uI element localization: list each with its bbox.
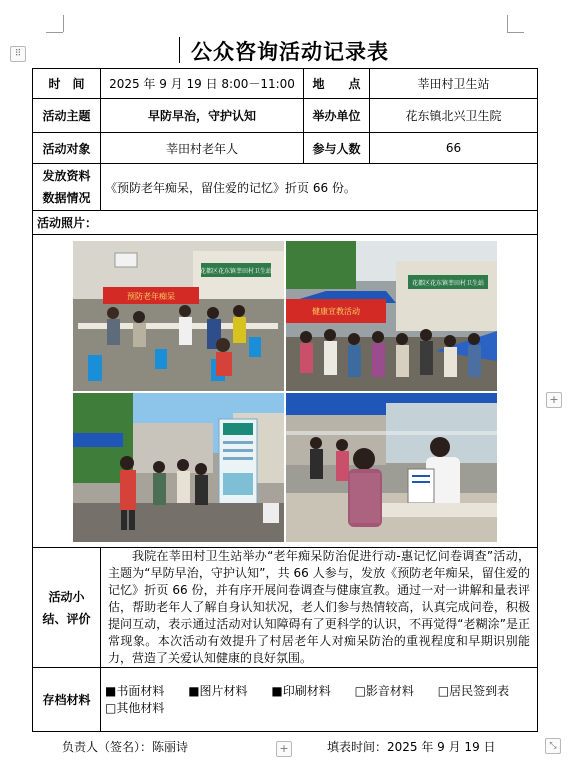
activity-photo-4[interactable] xyxy=(286,393,497,542)
checkbox-checked-icon[interactable]: ■ xyxy=(271,683,283,698)
checkbox-checked-icon[interactable]: ■ xyxy=(188,683,200,698)
archive-option-print[interactable] xyxy=(271,684,330,698)
count-value[interactable]: 66 xyxy=(370,133,538,164)
crop-mark-top-right xyxy=(507,15,508,32)
crop-mark-top-right xyxy=(507,32,524,33)
photo1-banner: 预防老年痴呆 xyxy=(127,291,175,301)
activity-photo-3[interactable] xyxy=(73,393,284,542)
materials-label-line1: 发放资料 xyxy=(42,169,91,183)
theme-value[interactable]: 早防早治，守护认知 xyxy=(101,99,304,133)
archive-options xyxy=(105,681,533,719)
place-value[interactable]: 莘田村卫生站 xyxy=(370,69,538,99)
page-title: 公众咨询活动记录表 xyxy=(191,40,389,64)
archive-option-label: 其他材料 xyxy=(116,700,165,715)
time-value[interactable]: 2025 年 9 月 19 日 8:00－11:00 xyxy=(101,69,304,99)
place-label: 地 点 xyxy=(304,69,370,99)
archive-option-label: 书面材料 xyxy=(116,683,165,698)
archive-option-signin[interactable] xyxy=(438,684,509,698)
materials-label-line2: 数据情况 xyxy=(42,191,91,205)
checkbox-unchecked-icon[interactable]: □ xyxy=(105,700,117,715)
archive-option-av[interactable] xyxy=(355,684,414,698)
photo2-station-sign: 花都区花东镇莘田村卫生站 xyxy=(411,279,485,287)
summary-cell[interactable] xyxy=(101,548,538,668)
responsible-signature[interactable]: 负责人（签名）：陈丽诗 xyxy=(62,740,189,754)
photo-grid xyxy=(73,241,497,542)
archive-option-label: 印刷材料 xyxy=(282,683,331,698)
archive-option-written[interactable] xyxy=(105,684,164,698)
summary-label-line1: 活动小 xyxy=(48,589,85,604)
record-table xyxy=(32,68,538,732)
archive-option-label: 影音材料 xyxy=(365,683,414,698)
archive-option-label: 图片材料 xyxy=(199,683,248,698)
organizer-value[interactable]: 花东镇北兴卫生院 xyxy=(370,99,538,133)
photos-cell xyxy=(33,235,538,548)
add-column-plus-icon[interactable]: + xyxy=(546,392,562,408)
summary-label-line2: 结、评价 xyxy=(42,611,91,626)
count-label: 参与人数 xyxy=(304,133,370,164)
crop-mark-top-left xyxy=(63,15,64,32)
time-label: 时 间 xyxy=(33,69,101,99)
summary-label xyxy=(33,548,101,668)
photo2-banner: 健康宣教活动 xyxy=(312,306,360,316)
activity-photo-1[interactable] xyxy=(73,241,284,391)
add-row-plus-icon[interactable]: + xyxy=(276,741,292,757)
archive-cell xyxy=(101,668,538,732)
materials-value[interactable]: 《预防老年痴呆，留住爱的记忆》折页 66 份。 xyxy=(101,164,538,211)
archive-label: 存档材料 xyxy=(33,668,101,732)
checkbox-unchecked-icon[interactable]: □ xyxy=(354,683,366,698)
photo1-station-sign: 花都区花东镇莘田村卫生站 xyxy=(199,267,273,275)
archive-option-other[interactable] xyxy=(105,701,164,715)
checkbox-checked-icon[interactable]: ■ xyxy=(105,683,117,698)
materials-label xyxy=(33,164,101,211)
crop-mark-top-left xyxy=(46,32,63,33)
summary-text: 我院在莘田村卫生站举办“老年痴呆防治促进行动-惠记忆问卷调查”活动，主题为“早防早治，守护认知”，共 66 人参与，发放《预防老年痴呆，留住爱的记忆》折页 66 份，并有序开展问卷调查与健康宣教。通过一对一讲解和量表评估，帮助老年人了解自身认知状况，老人们参与热情较高，认真完成问卷，积极提问互动，表示通过活动对认知障碍有了更科学的认识，不再觉得“老糊涂”是正常现象。本次活动有效提升了村居老年人对痴呆防治的重视程度和早期识别能力，营造了关爱认知健康的良好氛围。 xyxy=(108,549,530,665)
target-value[interactable]: 莘田村老年人 xyxy=(101,133,304,164)
archive-option-photo[interactable] xyxy=(188,684,247,698)
theme-label: 活动主题 xyxy=(33,99,101,133)
checkbox-unchecked-icon[interactable]: □ xyxy=(437,683,450,698)
text-cursor xyxy=(179,37,180,63)
target-label: 活动对象 xyxy=(33,133,101,164)
activity-photo-2[interactable] xyxy=(286,241,497,391)
resize-handle-icon[interactable]: ⤡ xyxy=(545,738,561,754)
move-handle-icon[interactable]: ⠿ xyxy=(10,46,26,62)
photos-label: 活动照片： xyxy=(33,211,538,235)
organizer-label: 举办单位 xyxy=(304,99,370,133)
archive-option-label: 居民签到表 xyxy=(449,683,510,698)
fill-time[interactable]: 填表时间：2025 年 9 月 19 日 xyxy=(327,740,496,754)
